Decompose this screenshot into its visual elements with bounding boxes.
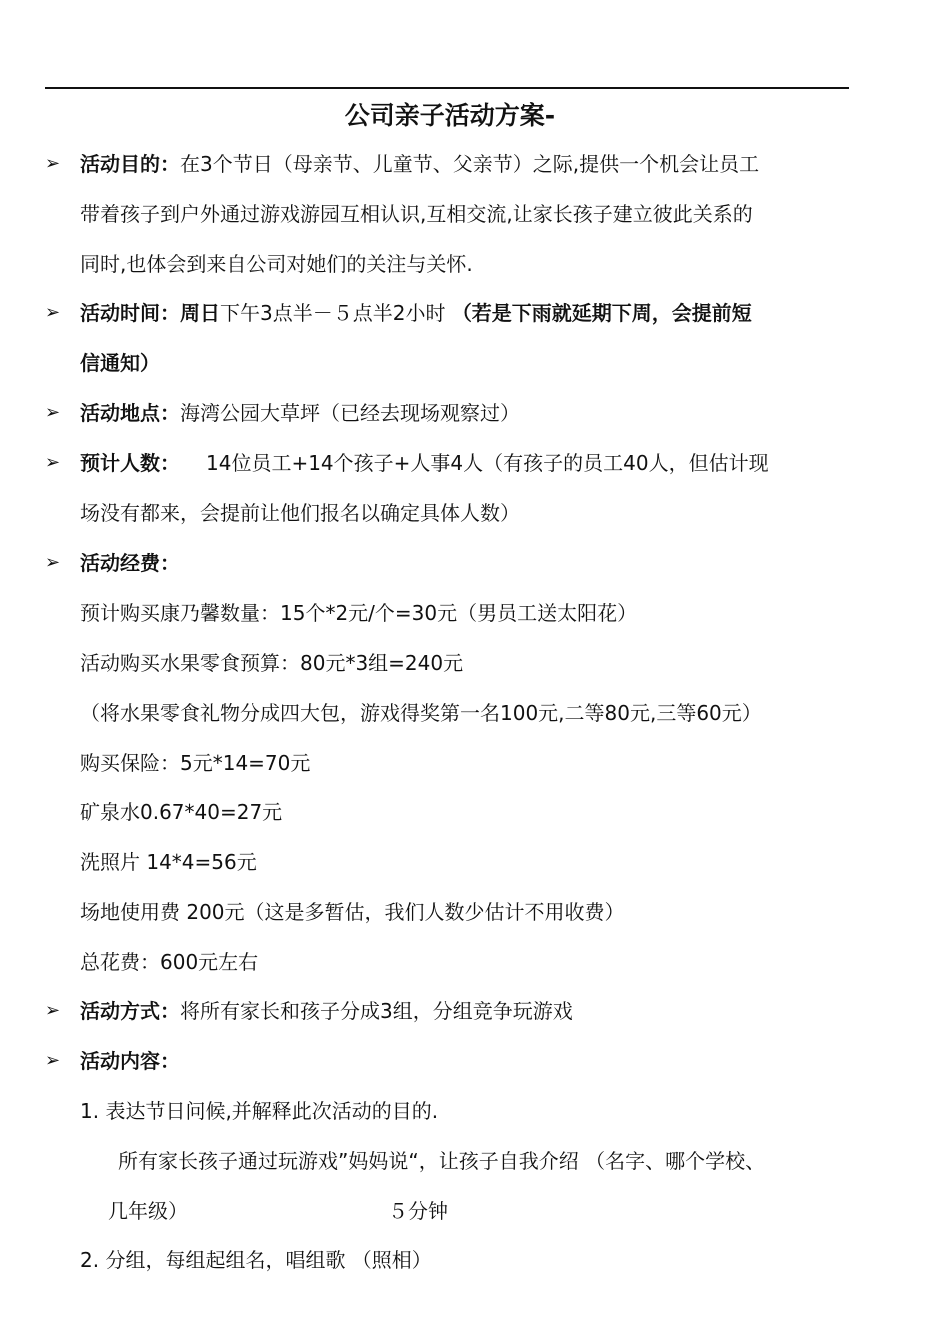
method-text: 将所有家长和孩子分成3组，分组竞争玩游戏 — [180, 999, 573, 1023]
budget-item: 场地使用费 200元（这是多暂估，我们人数少估计不用收费） — [80, 900, 625, 924]
bullet-icon: ➢ — [45, 452, 61, 473]
purpose-line-1 — [80, 149, 759, 179]
content-item-1: 1. 表达节日问候,并解释此次活动的目的. — [80, 1099, 439, 1123]
content-label: 活动内容： — [80, 1049, 180, 1073]
place-text: 海湾公园大草坪（已经去现场观察过） — [180, 401, 520, 425]
place-label: 活动地点： — [80, 401, 180, 425]
budget-item: 矿泉水0.67*40=27元 — [80, 800, 283, 824]
people-label: 预计人数： — [80, 451, 180, 475]
method-label: 活动方式： — [80, 999, 180, 1023]
time-note-2: 信通知） — [80, 351, 160, 375]
time-text: 下午3点半－５点半2小时 — [220, 301, 452, 325]
bullet-icon: ➢ — [45, 153, 61, 174]
bullet-icon: ➢ — [45, 302, 61, 323]
page-title: 公司亲子活动方案- — [344, 101, 556, 130]
budget-total: 总花费：600元左右 — [80, 950, 259, 974]
time-note-1: （若是下雨就延期下周，会提前短 — [451, 301, 752, 325]
purpose-line-3: 同时,也体会到来自公司对她们的关注与关怀. — [80, 252, 473, 276]
budget-item: 活动购买水果零食预算：80元*3组=240元 — [80, 651, 464, 675]
method-line — [80, 996, 573, 1026]
people-text-1: 14位员工+14个孩子+人事4人（有孩子的员工40人，但估计现 — [206, 451, 769, 475]
bullet-icon: ➢ — [45, 1000, 61, 1021]
purpose-text-1: 在3个节日（母亲节、儿童节、父亲节）之际,提供一个机会让员工 — [180, 152, 760, 176]
bullet-icon: ➢ — [45, 402, 61, 423]
budget-item: 预计购买康乃馨数量：15个*2元/个=30元（男员工送太阳花） — [80, 601, 638, 625]
bullet-icon: ➢ — [45, 552, 61, 573]
people-line-1 — [80, 448, 769, 478]
time-line-1 — [80, 298, 752, 328]
time-label: 活动时间： — [80, 301, 180, 325]
time-day: 周日 — [180, 301, 220, 325]
content-item-2: 2. 分组，每组起组名，唱组歌 （照相） — [80, 1248, 432, 1272]
budget-item: （将水果零食礼物分成四大包，游戏得奖第一名100元,二等80元,三等60元） — [80, 701, 762, 725]
header-rule — [45, 87, 849, 89]
purpose-label: 活动目的： — [80, 152, 180, 176]
people-line-2: 场没有都来，会提前让他们报名以确定具体人数） — [80, 501, 520, 525]
budget-item: 洗照片 14*4=56元 — [80, 850, 257, 874]
content-item-1-duration: ５分钟 — [388, 1199, 448, 1223]
bullet-icon: ➢ — [45, 1050, 61, 1071]
content-item-1-grade: 几年级） — [108, 1199, 188, 1223]
purpose-line-2: 带着孩子到户外通过游戏游园互相认识,互相交流,让家长孩子建立彼此关系的 — [80, 202, 753, 226]
budget-label: 活动经费： — [80, 551, 180, 575]
place-line — [80, 398, 520, 428]
budget-item: 购买保险：5元*14=70元 — [80, 751, 311, 775]
content-item-1-detail: 所有家长孩子通过玩游戏”妈妈说“，让孩子自我介绍 （名字、哪个学校、 — [118, 1149, 766, 1173]
